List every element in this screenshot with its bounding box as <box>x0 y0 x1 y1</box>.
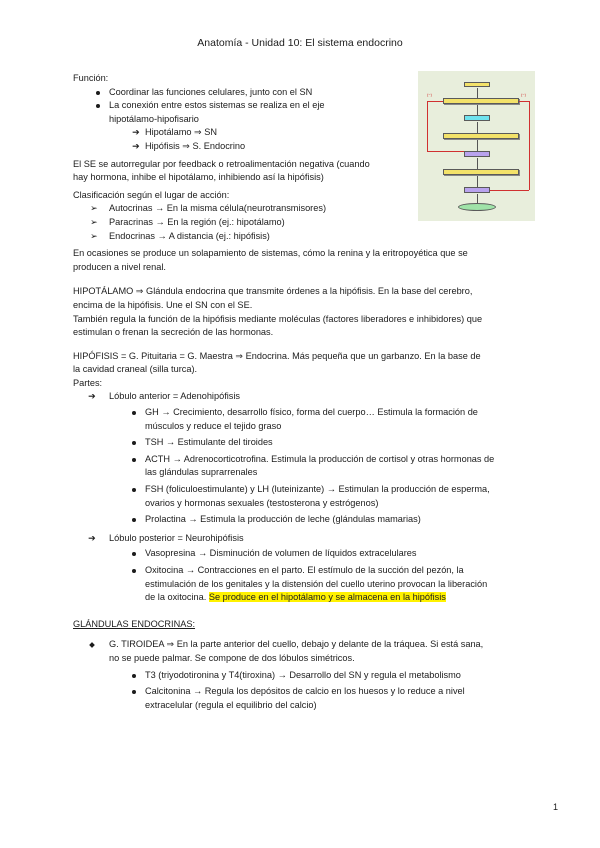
paragraph-line: hay hormona, inhibe el hipotálamo, inhibiendo así la hipófisis) <box>73 172 324 183</box>
list-item: ➔ Hipófisis ⇒ S. Endocrino <box>73 140 533 154</box>
diagram-loop-label-left: (−) <box>427 92 432 97</box>
section-heading: GLÁNDULAS ENDOCRINAS: <box>73 618 196 629</box>
list-item: Calcitonina → Regula los depósitos de calcio en los huesos y lo reduce a nivel extracelular (regula el equilibrio del calcio) <box>73 685 533 712</box>
list-item: ACTH → Adrenocorticotrofina. Estimula la producción de cortisol y otras hormonas de las glándulas suprarrenales <box>73 453 533 480</box>
arrow-right-icon: ➔ <box>88 391 96 402</box>
list-item: ➔ Hipotálamo ⇒ SN <box>73 126 533 140</box>
highlighted-text: Se produce en el hipotálamo y se almacena en la hipófisis <box>208 592 446 603</box>
list-item: T3 (triyodotironina y T4(tiroxina) → Desarrollo del SN y regula el metabolismo <box>73 669 533 683</box>
partes-heading: Partes: <box>73 377 103 388</box>
bullet-icon <box>132 411 136 415</box>
list-item: G. TIROIDEA ⇒ En la parte anterior del cuello, debajo y delante de la tráquea. Si está sana, no se puede palmar. Se compone de dos lóbulos simétricos. <box>73 638 533 665</box>
paragraph-line: El SE se autorregular por feedback o retroalimentación negativa (cuando <box>73 158 370 169</box>
page-title: Anatomía - Unidad 10: El sistema endocrino <box>197 37 403 49</box>
bullet-icon <box>132 458 136 462</box>
arrowhead-icon: ➢ <box>90 216 98 227</box>
list-item: TSH → Estimulante del tiroides <box>73 436 533 450</box>
list-item: La conexión entre estos sistemas se realiza en el eje hipotálamo-hipofisario <box>73 99 533 126</box>
list-item: Coordinar las funciones celulares, junto con el SN <box>73 86 533 100</box>
arrow-right-icon: ➔ <box>132 140 140 151</box>
bullet-icon <box>132 518 136 522</box>
paragraph-line: la cavidad craneal (silla turca). <box>73 364 198 375</box>
funcion-heading: Función: <box>73 73 109 83</box>
paragraph-line: producen a nivel renal. <box>73 261 166 272</box>
arrowhead-icon: ➢ <box>90 230 98 241</box>
bullet-icon <box>96 91 100 95</box>
bullet-icon <box>132 674 136 678</box>
diamond-bullet-icon <box>89 643 95 649</box>
clasificacion-heading: Clasificación según el lugar de acción: <box>73 189 230 200</box>
paragraph-line: estimulan o frenan la secreción de las hormonas. <box>73 327 274 338</box>
list-item: ➢ Paracrinas → En la región (ej.: hipotálamo) <box>73 216 533 230</box>
page-number: 1 <box>553 802 559 812</box>
list-item: ➔ Lóbulo posterior = Neurohipófisis <box>73 532 533 546</box>
bullet-icon <box>132 488 136 492</box>
bullet-icon <box>132 690 136 694</box>
bullet-icon <box>132 441 136 445</box>
list-item: ➔ Lóbulo anterior = Adenohipófisis <box>73 390 533 404</box>
paragraph-line: También regula la función de la hipófisis mediante moléculas (factores liberadores e inhibidores) que <box>73 313 483 324</box>
bullet-icon <box>132 552 136 556</box>
list-item: Vasopresina → Disminución de volumen de líquidos extracelulares <box>73 547 533 561</box>
list-item: ➢ Endocrinas → A distancia (ej.: hipófisis) <box>73 230 533 244</box>
bullet-icon <box>132 569 136 573</box>
list-item: ➢ Autocrinas → En la misma célula(neurotransmisores) <box>73 202 533 216</box>
document-body <box>73 72 533 712</box>
paragraph-line: HIPOTÁLAMO ⇒ Glándula endocrina que transmite órdenes a la hipófisis. En la base del cerebro, <box>73 286 473 297</box>
diagram-loop-label-right: (−) <box>521 92 526 97</box>
arrowhead-icon: ➢ <box>90 203 98 214</box>
arrow-right-icon: ➔ <box>132 127 140 138</box>
paragraph-line: encima de la hipófisis. Une el SN con el SE. <box>73 299 253 310</box>
list-item: Prolactina → Estimula la producción de leche (glándulas mamarias) <box>73 513 533 527</box>
paragraph-line: HIPÓFISIS = G. Pituitaria = G. Maestra ⇒ Endocrina. Más pequeña que un garbanzo. En la base de <box>73 350 481 361</box>
arrow-right-icon: ➔ <box>88 532 96 543</box>
paragraph-line: En ocasiones se produce un solapamiento de sistemas, cómo la renina y la eritropoyética que se <box>73 248 468 259</box>
list-item: GH → Crecimiento, desarrollo físico, forma del cuerpo… Estimula la formación de músculos y reduce el tejido graso <box>73 406 533 433</box>
list-item: Oxitocina → Contracciones en el parto. El estímulo de la succión del pezón, la estimulación de los genitales y la distensión del cuello uterino provocan la liberación de la oxitocina. Se produce en el hipotálamo y se almacena en la hipófisis <box>73 564 533 605</box>
list-item: FSH (foliculoestimulante) y LH (luteinizante) → Estimulan la producción de esperma, ovarios y hormonas sexuales (testosterona y estrógenos) <box>73 483 533 510</box>
bullet-icon <box>96 104 100 108</box>
